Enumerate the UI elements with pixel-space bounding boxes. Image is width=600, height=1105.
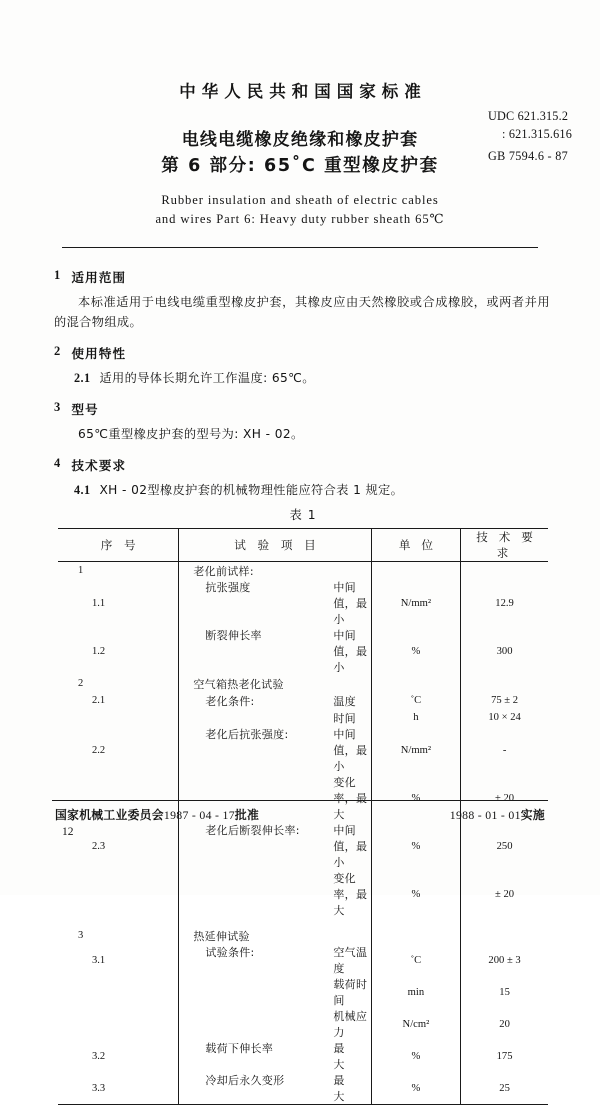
cell-unit	[371, 562, 461, 580]
cell-item	[179, 1072, 371, 1104]
section-heading-2	[54, 344, 550, 362]
clause-text: XH - 02型橡皮护套的机械物理性能应符合表 1 规定。	[99, 483, 404, 497]
cell-requirement: 300	[496, 645, 513, 657]
chinese-title-line-1: 电线电缆橡皮绝缘和橡皮护套	[181, 130, 419, 150]
item-main-text: 老化条件:	[205, 694, 255, 708]
cell-unit: %	[371, 822, 461, 870]
cell-requirement	[461, 562, 548, 580]
item-sub-text: 载荷时间	[333, 978, 368, 1007]
cell-requirement: 175	[496, 1050, 513, 1062]
udc-line-1: UDC 621.315.2	[488, 109, 569, 123]
item-sub-text	[313, 676, 370, 692]
requirements-table-wrapper	[58, 499, 548, 1105]
cell-requirement: 20	[499, 1018, 510, 1030]
item-main-text: 载荷下伸长率	[205, 1042, 274, 1055]
english-title-line-1: Rubber insulation and sheath of electric cables	[161, 193, 439, 207]
page-number: 12	[62, 826, 74, 838]
cell-item	[179, 562, 371, 580]
effective-suffix: 实施	[520, 808, 545, 822]
cell-no: 3.1	[58, 944, 179, 976]
table-row	[58, 976, 548, 1008]
item-sub-text	[313, 563, 370, 579]
cell-requirement	[461, 927, 548, 944]
cell-requirement: ± 20	[495, 888, 515, 900]
cell-unit: %	[371, 1072, 461, 1104]
cell-no	[58, 976, 179, 1008]
clause-number: 2.1	[74, 371, 91, 385]
cell-requirement	[461, 675, 548, 692]
section-1-paragraph: 本标准适用于电线电缆重型橡皮护套，其橡皮应由天然橡胶或合成橡胶，或两者并用的混合物组成。	[54, 295, 550, 329]
udc-line-2: : 621.315.616	[502, 126, 572, 141]
item-sub-text: 中间值，最小	[333, 629, 368, 674]
table-row	[58, 692, 548, 709]
item-main-text: 老化后抗张强度:	[205, 728, 289, 741]
cell-item	[179, 627, 371, 675]
section-title: 适用范围	[71, 270, 127, 285]
cell-unit: %	[371, 870, 461, 918]
clause-number: 4.1	[74, 483, 91, 497]
cell-no	[58, 709, 179, 726]
item-sub-text: 中间值，最小	[333, 581, 368, 626]
item-main-text	[179, 870, 325, 918]
item-main-text	[179, 710, 325, 726]
item-main-text: 热延伸试验	[193, 929, 250, 943]
item-sub-text: 中间值，最小	[333, 824, 368, 869]
cell-item	[179, 976, 371, 1008]
item-sub-text: 中间值，最小	[333, 728, 368, 773]
table-row	[58, 927, 548, 944]
table-body	[58, 562, 548, 1105]
cell-no	[58, 870, 179, 918]
implementation-statement	[450, 806, 545, 823]
item-sub-text: 最大	[333, 1042, 345, 1071]
section-number: 1	[54, 268, 62, 282]
item-main-text: 试验条件:	[205, 946, 255, 959]
cell-unit: %	[371, 627, 461, 675]
item-main-text	[179, 976, 325, 1008]
cell-requirement: 75 ± 2	[491, 695, 519, 706]
cell-requirement: 15	[499, 986, 510, 998]
cell-no: 1	[58, 562, 179, 580]
table-row	[58, 944, 548, 976]
approval-statement	[55, 806, 259, 823]
cell-requirement: 250	[496, 840, 513, 852]
cell-unit: N/mm²	[371, 726, 461, 774]
approval-date: 1987 - 04 - 17	[163, 808, 235, 822]
item-main-text	[179, 1008, 325, 1040]
effective-date: 1988 - 01 - 01	[449, 808, 521, 822]
cell-requirement: -	[502, 744, 507, 756]
table-row	[58, 822, 548, 870]
cell-item	[179, 927, 371, 944]
item-main-text: 空气箱热老化试验	[193, 677, 284, 691]
cell-no: 3.2	[58, 1040, 179, 1072]
footer-divider-rule	[52, 800, 548, 801]
cell-item	[179, 709, 371, 726]
cell-unit	[371, 675, 461, 692]
table-row	[58, 1040, 548, 1072]
cell-no: 2.3	[58, 822, 179, 870]
section-number: 3	[54, 400, 62, 414]
cell-item	[179, 579, 371, 627]
english-title-line-2: and wires Part 6: Heavy duty rubber sheath 65℃	[155, 212, 445, 226]
cell-no: 3.3	[58, 1072, 179, 1104]
cell-unit: ˚C	[371, 944, 461, 976]
col-header-unit: 单 位	[371, 529, 461, 562]
cell-item	[179, 726, 371, 774]
item-sub-text: 机械应力	[333, 1010, 368, 1039]
table-header-row	[58, 529, 548, 562]
item-sub-text: 时间	[333, 711, 356, 725]
section-heading-3	[54, 400, 550, 418]
cell-item	[179, 822, 371, 870]
item-sub-text: 空气温度	[333, 946, 368, 975]
section-heading-1	[54, 268, 550, 286]
section-title: 型号	[71, 402, 99, 417]
clause-text: 适用的导体长期允许工作温度: 65℃。	[99, 371, 315, 385]
table-row	[58, 1072, 548, 1104]
table-row	[58, 1008, 548, 1040]
table-row	[58, 579, 548, 627]
cell-unit: N/cm²	[371, 1008, 461, 1040]
section-heading-4	[54, 456, 550, 474]
item-sub-text: 变化率，最大	[333, 872, 368, 917]
table-row	[58, 627, 548, 675]
cell-item	[179, 870, 371, 918]
table-row	[58, 675, 548, 692]
item-sub-text	[313, 928, 370, 944]
cell-unit: N/mm²	[371, 579, 461, 627]
cell-no: 2.1	[58, 692, 179, 709]
issuing-authority: 国家机械工业委员会	[55, 808, 164, 822]
cell-unit: %	[371, 774, 461, 822]
cell-requirement: 200 ± 3	[488, 954, 521, 966]
section-number: 2	[54, 344, 62, 358]
item-main-text: 老化后断裂伸长率:	[205, 824, 300, 837]
section-title: 使用特性	[71, 346, 127, 361]
section-3-paragraph: 65℃重型橡皮护套的型号为: XH - 02。	[78, 427, 304, 441]
cell-unit	[371, 927, 461, 944]
cell-item	[179, 675, 371, 692]
table-caption: 表 1	[289, 508, 317, 522]
clause-4-1	[54, 480, 550, 500]
table-row	[58, 726, 548, 774]
clause-2-1	[54, 368, 550, 388]
standard-number: GB 7594.6 - 87	[488, 149, 569, 163]
cell-requirement: 25	[499, 1082, 510, 1094]
item-main-text: 抗张强度	[205, 581, 251, 594]
item-main-text: 老化前试样:	[193, 564, 254, 578]
national-standard-heading: 中华人民共和国国家标准	[179, 82, 427, 101]
cell-no	[58, 1008, 179, 1040]
cell-no: 1.1	[58, 579, 179, 627]
cell-unit: h	[371, 709, 461, 726]
table-row	[58, 562, 548, 580]
col-header-no: 序 号	[58, 529, 179, 562]
cell-no: 3	[58, 927, 179, 944]
cell-item	[179, 944, 371, 976]
cell-requirement: 10 × 24	[488, 712, 521, 723]
cell-requirement: 12.9	[495, 597, 514, 609]
table-row	[58, 709, 548, 726]
cell-no: 2	[58, 675, 179, 692]
col-header-req: 技 术 要 求	[461, 529, 548, 562]
item-main-text: 冷却后永久变形	[205, 1074, 285, 1087]
cell-unit: %	[371, 1040, 461, 1072]
cell-no: 1.2	[58, 627, 179, 675]
document-body	[54, 268, 550, 512]
cell-unit: ˚C	[371, 692, 461, 709]
cell-item	[179, 692, 371, 709]
cell-item	[179, 1008, 371, 1040]
item-sub-text: 变化率，最大	[333, 776, 368, 821]
cell-no: 2.2	[58, 726, 179, 774]
approval-suffix: 批准	[234, 808, 260, 822]
header-divider-rule	[62, 247, 538, 248]
section-number: 4	[54, 456, 62, 470]
table-row-spacer	[58, 918, 548, 927]
cell-unit: min	[371, 976, 461, 1008]
item-main-text: 断裂伸长率	[205, 629, 262, 642]
table-row	[58, 870, 548, 918]
cell-item	[179, 1040, 371, 1072]
chinese-title-line-2: 第 6 部分: 65˚C 重型橡皮护套	[161, 156, 439, 176]
cell-requirement: ± 20	[495, 792, 515, 804]
col-header-item: 试 验 项 目	[179, 529, 371, 562]
item-sub-text: 温度	[333, 694, 356, 708]
section-title: 技术要求	[71, 458, 127, 473]
item-sub-text: 最大	[333, 1074, 345, 1103]
